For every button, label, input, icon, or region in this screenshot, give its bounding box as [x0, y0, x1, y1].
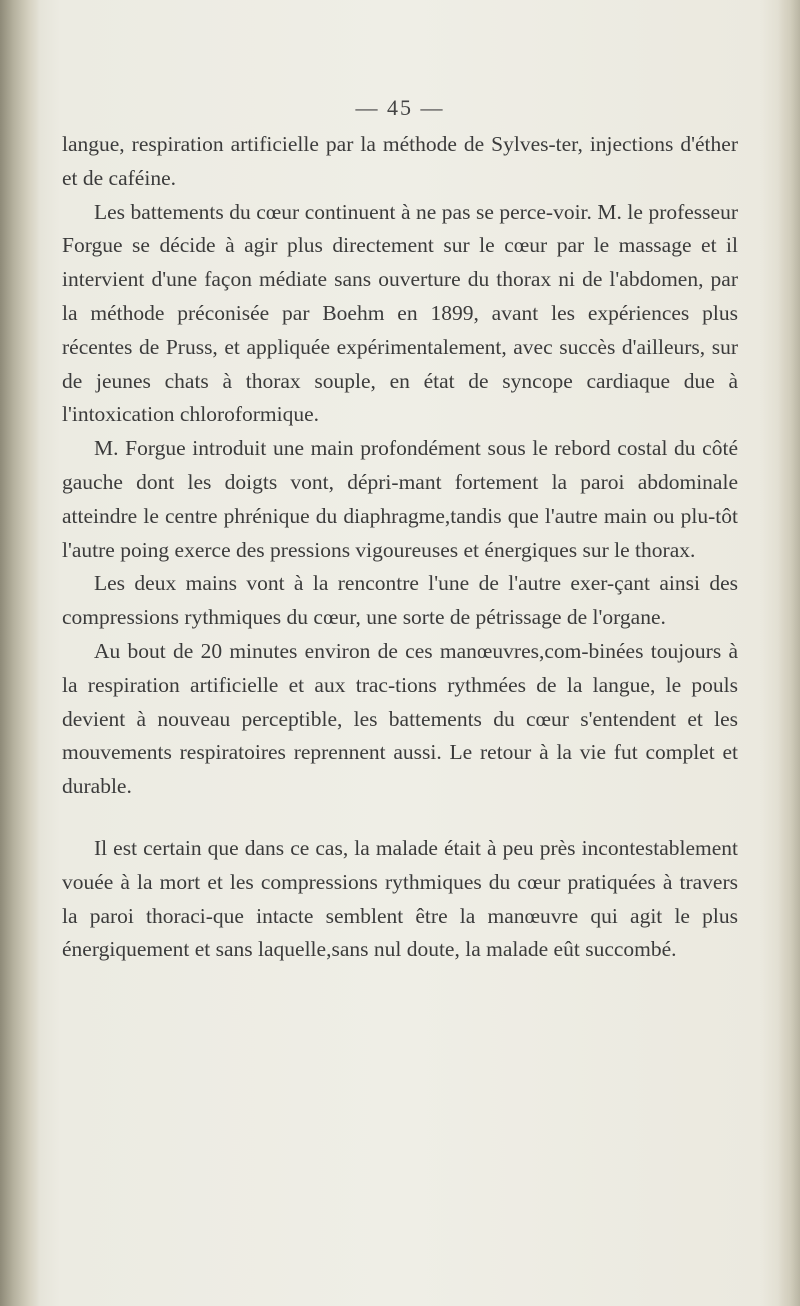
- page-left-edge: [0, 0, 40, 1306]
- page-number: — 45 —: [355, 95, 445, 120]
- paragraph: Il est certain que dans ce cas, la malade était à peu près incontestablement vouée à la mort et les compressions rythmiques du cœur pratiquées à travers la paroi thoraci-que intacte semblent être la manœuvre qui agit le plus énergiquement et sans laquelle,sans nul doute, la malade eût succombé.: [62, 835, 738, 962]
- paragraph: Les deux mains vont à la rencontre l'une de l'autre exer-çant ainsi des compressions rythmiques du cœur, une sorte de pétrissage de l'organe.: [62, 571, 738, 630]
- page-right-edge: [778, 0, 800, 1306]
- paragraph: langue, respiration artificielle par la méthode de Sylves-ter, injections d'éther et de caféine.: [62, 132, 738, 190]
- paragraph: M. Forgue introduit une main profondément sous le rebord costal du côté gauche dont les doigts vont, dépri-mant fortement la paroi abdominale atteindre le centre phrénique du diaphragme,tandis que l'autre main ou plu-tôt l'autre poing exerce des pressions vigoureuses et énergiques sur le thorax.: [62, 436, 738, 562]
- paragraph: Au bout de 20 minutes environ de ces manœuvres,com-binées toujours à la respiration artificielle et aux trac-tions rythmées de la langue, le pouls devient à nouveau perceptible, les battements du cœur s'entendent et les mouvements respiratoires reprennent aussi. Le retour à la vie fut complet et durable.: [62, 638, 738, 799]
- body-text: [62, 128, 738, 967]
- paragraph: Les battements du cœur continuent à ne pas se perce-voir. M. le professeur Forgue se décide à agir plus directement sur le cœur par le massage et il intervient d'une façon médiate sans ouverture du thorax ni de l'abdomen, par la méthode préconisée par Boehm en 1899, avant les expériences plus récentes de Pruss, et appliquée expérimentalement, avec succès d'ailleurs, sur de jeunes chats à thorax souple, en état de syncope cardiaque due à l'intoxication chloroformique.: [62, 199, 738, 427]
